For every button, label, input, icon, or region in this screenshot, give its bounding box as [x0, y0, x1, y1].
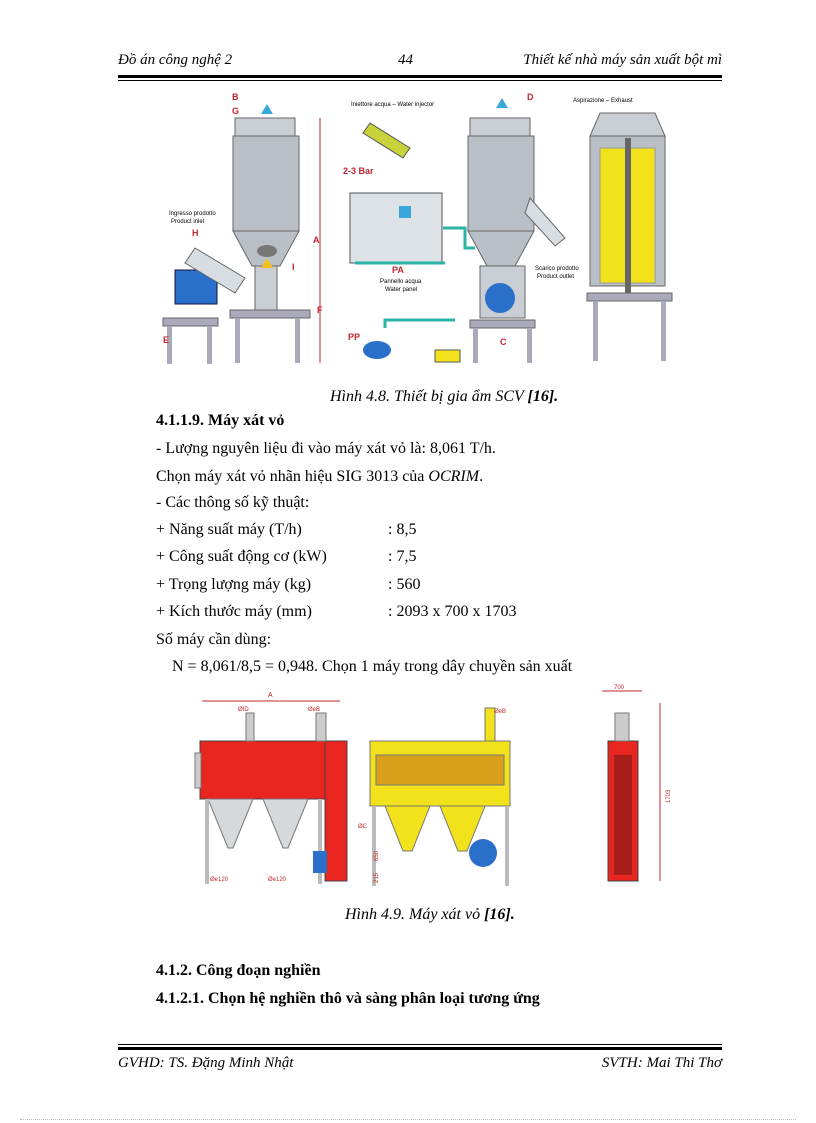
label-700: 700	[614, 685, 625, 691]
figure-4-8-caption: Hình 4.8. Thiết bị gia ẩm SCV [16].	[330, 388, 559, 405]
footer-right: SVTH: Mai Thi Thơ	[601, 1055, 722, 1071]
header-rule-thin	[118, 80, 722, 81]
label-panel-2: Water panel	[385, 287, 418, 293]
figure-4-8-scv-dampener	[155, 88, 675, 378]
label-pa: PA	[392, 265, 404, 275]
specs-title: - Các thông số kỹ thuật:	[156, 494, 310, 511]
label-a: A	[313, 235, 320, 245]
label-215: 215	[374, 872, 380, 883]
spec-value: : 560	[388, 576, 421, 593]
huller-side-view	[602, 685, 672, 881]
spec-label: + Trọng lượng máy (kg)	[156, 576, 312, 593]
count-title: Số máy cần dùng:	[156, 631, 272, 648]
subsection-heading: 4.1.2.1. Chọn hệ nghiền thô và sàng phân loại tương ứng	[156, 990, 540, 1007]
label-c: C	[500, 337, 507, 347]
label-d: D	[527, 92, 534, 102]
label-1703: 1703	[666, 789, 672, 803]
label-inlet-2: Product inlet	[171, 219, 205, 225]
header-left: Đồ án công nghệ 2	[118, 52, 233, 68]
figure-4-9-caption: Hình 4.9. Máy xát vỏ [16].	[345, 906, 515, 923]
label-b: B	[232, 92, 239, 102]
spec-label: + Năng suất máy (T/h)	[156, 521, 302, 538]
label-panel-1: Pannello acqua	[380, 279, 422, 285]
label-outlet-1: Scarico prodotto	[535, 266, 579, 272]
label-exhaust: Aspirazione – Exhaust	[573, 98, 633, 104]
label-e: E	[163, 335, 170, 345]
label-650: 650	[374, 850, 380, 861]
huller-front-view	[195, 692, 347, 884]
label-f: F	[317, 305, 323, 315]
spec-value: : 7,5	[388, 548, 417, 565]
section-heading: 4.1.1.9. Máy xát vỏ	[156, 412, 285, 429]
spec-value: : 8,5	[388, 521, 417, 538]
label-i: I	[292, 262, 295, 272]
footer-rule	[118, 1047, 722, 1050]
header-rule	[118, 75, 722, 78]
label-injector: Iniettore acqua – Water injector	[351, 102, 435, 108]
huller-cutaway-view	[370, 708, 510, 886]
formula: N = 8,061/8,5 = 0,948. Chọn 1 máy trong dây chuyền sản xuất	[172, 658, 573, 675]
footer-rule-thin	[118, 1044, 722, 1045]
label-pp: PP	[348, 332, 361, 342]
scv-machine-cutaway	[573, 98, 672, 361]
label-pressure: 2-3 Bar	[343, 166, 374, 176]
label-eb-cutaway: ØeB	[494, 709, 507, 715]
figure-4-9-huller	[190, 683, 690, 893]
spec-label: + Công suất động cơ (kW)	[156, 548, 327, 565]
label-outlet-2: Product outlet	[537, 274, 575, 280]
selection-paragraph: Chọn máy xát vỏ nhãn hiệu SIG 3013 của OCRIM.	[156, 468, 484, 485]
scv-machine-left	[163, 104, 310, 364]
footer-left: GVHD: TS. Đặng Minh Nhật	[118, 1055, 294, 1071]
label-h: H	[192, 228, 199, 238]
section-heading: 4.1.2. Công đoạn nghiền	[156, 962, 321, 979]
page-number: 44	[398, 52, 413, 68]
page-header	[118, 52, 722, 72]
label-120-right: Øe120	[268, 877, 287, 883]
label-g: G	[232, 106, 240, 116]
label-a: A	[268, 692, 273, 699]
scv-machine-middle	[468, 98, 565, 363]
input-amount-paragraph: - Lượng nguyên liệu đi vào máy xát vỏ là: 8,061 T/h.	[156, 440, 496, 457]
label-120-left: Øe120	[210, 877, 229, 883]
label-id: ØID	[238, 707, 249, 713]
header-right: Thiết kế nhà máy sản xuất bột mì	[523, 52, 722, 68]
spec-label: + Kích thước máy (mm)	[156, 603, 312, 620]
label-c: ØC	[358, 824, 367, 830]
label-eb-front: ØeB	[308, 707, 321, 713]
spec-value: : 2093 x 700 x 1703	[388, 603, 517, 620]
page-footer	[118, 1055, 722, 1075]
label-inlet-1: Ingresso prodotto	[169, 211, 216, 217]
page-border	[20, 1119, 796, 1120]
